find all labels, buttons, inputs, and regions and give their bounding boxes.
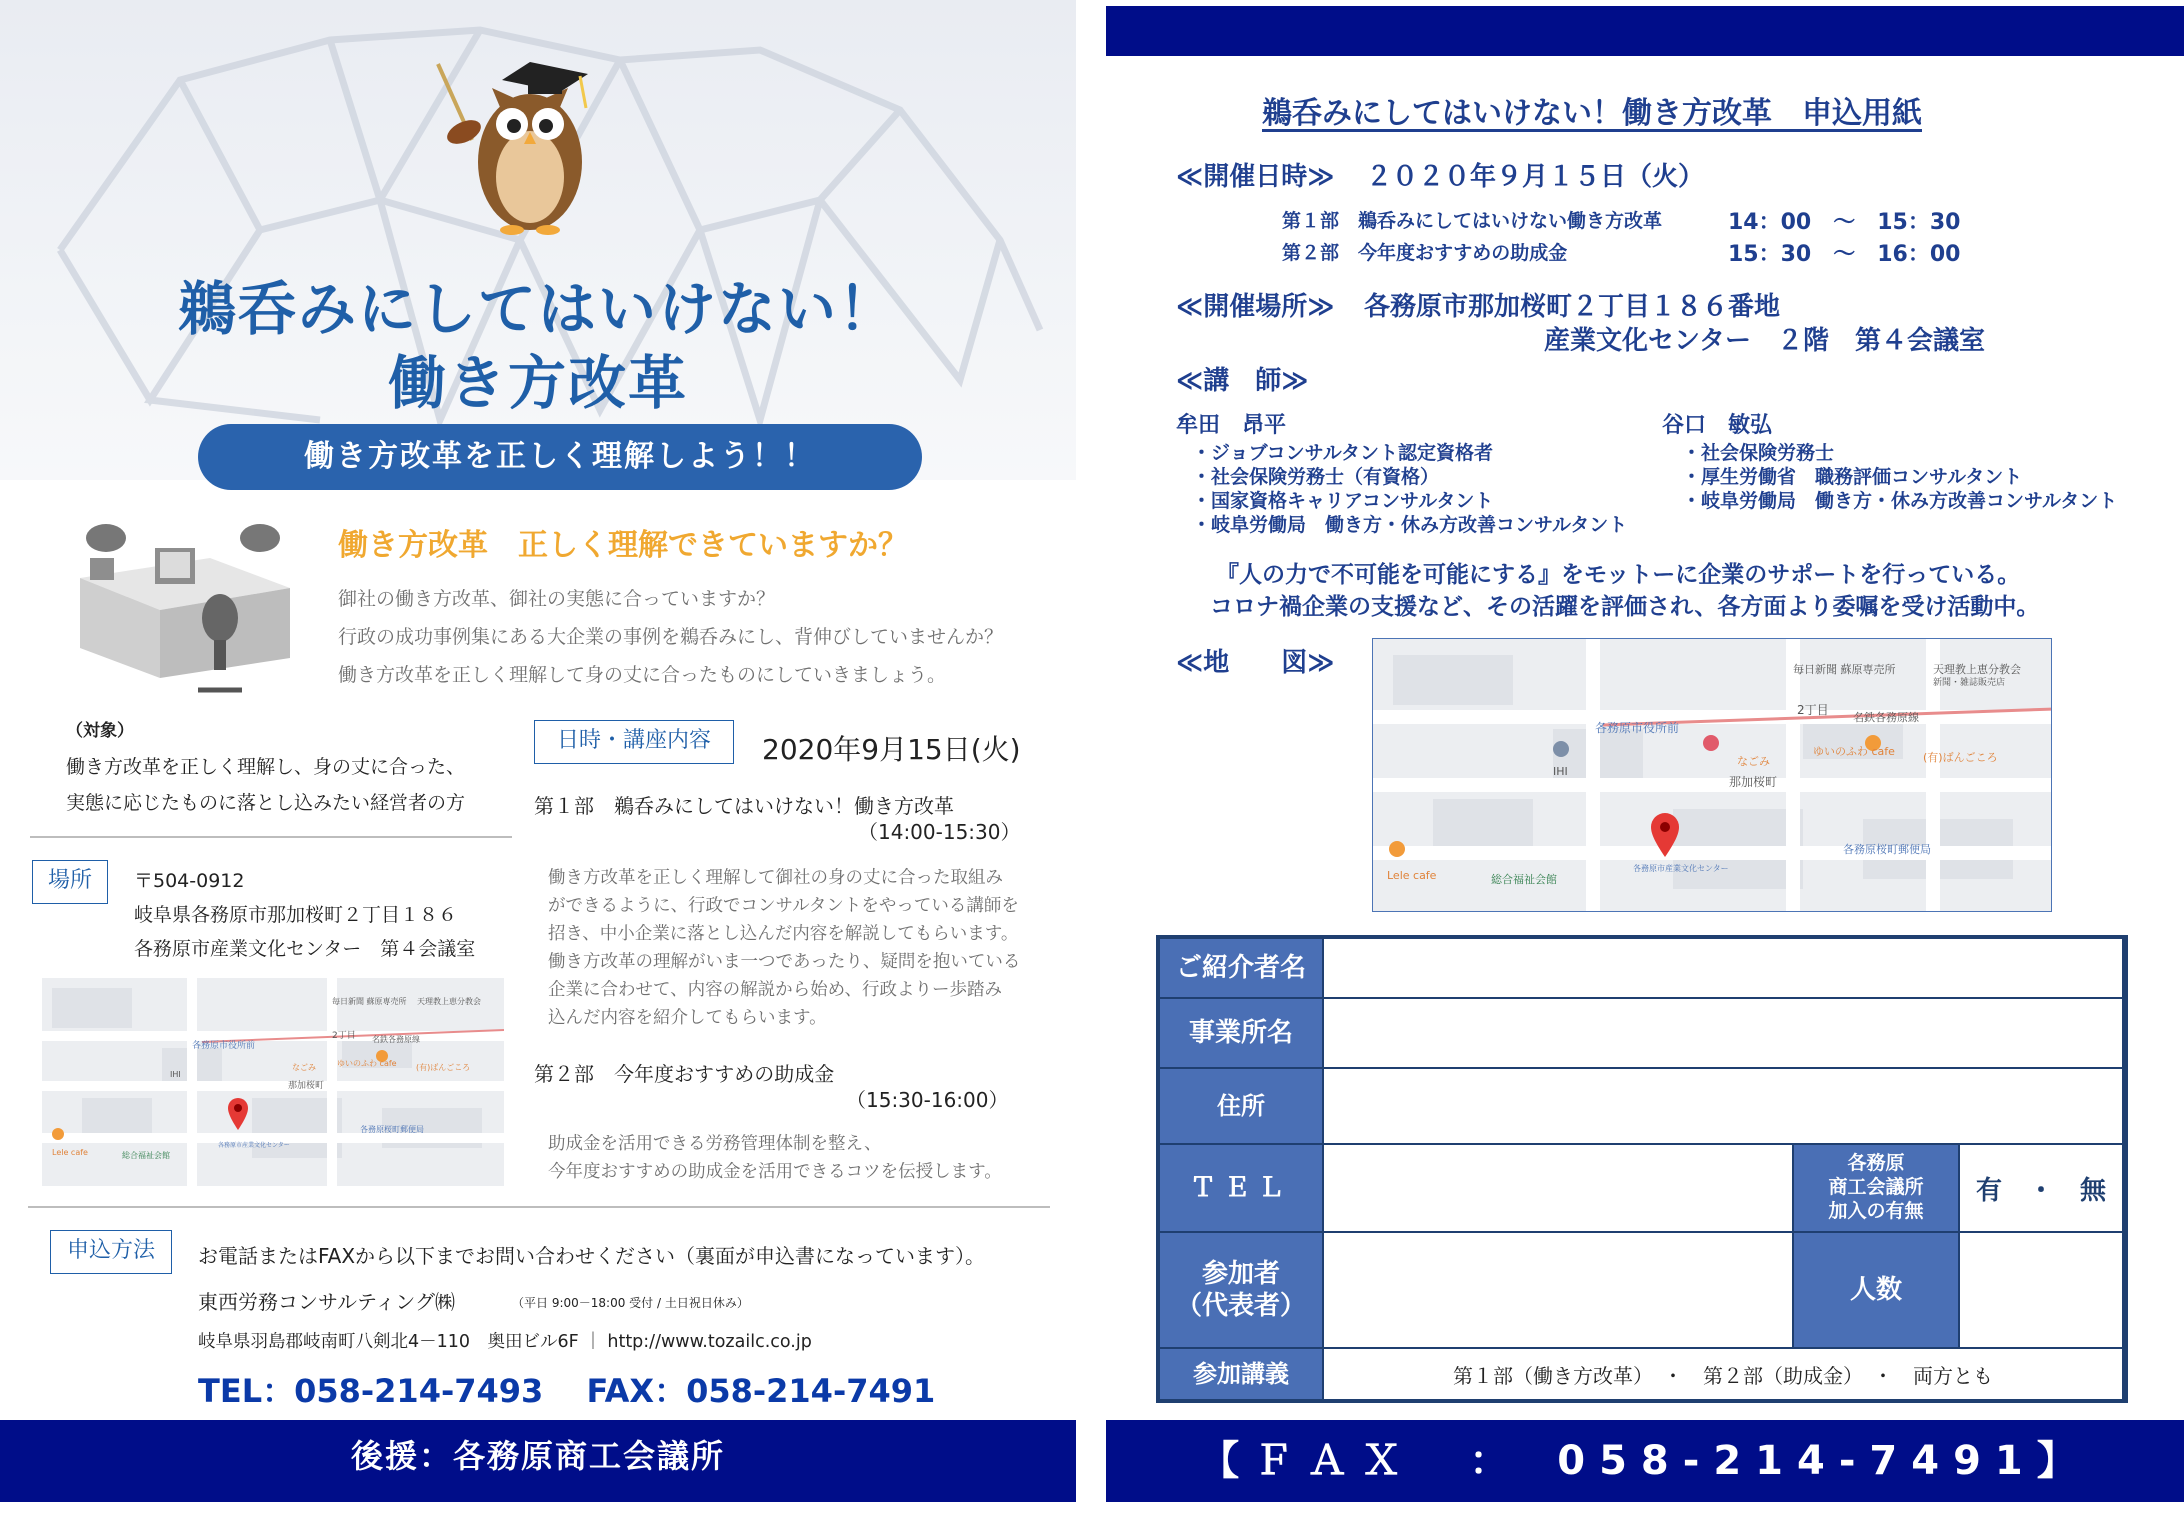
application-form-page — [1106, 0, 2184, 1519]
apply-text: お電話またはFAXから以下までお問い合わせください（裏面が申込書になっています）。 — [198, 1244, 986, 1268]
map-label-church-sub: 新聞・雑誌販売店 — [1933, 678, 2006, 688]
attendee-label-line: 参加者 — [1201, 1258, 1280, 1289]
part1-desc-line: 企業に合わせて、内容の解説から始め、行政よりー歩踏み — [548, 980, 1002, 1000]
part1-title: 第１部 鵜呑みにしてはいけない！働き方改革 — [534, 794, 954, 818]
lecturer2-item: ・社会保険労務士 — [1682, 442, 1835, 464]
count-label: 人数 — [1794, 1233, 1960, 1349]
map-label-post: 各務原桜町郵便局 — [1843, 843, 1931, 856]
part2-time: （15:30-16:00） — [846, 1088, 1009, 1112]
lecturer2-item: ・岐阜労働局 働き方・休み方改善コンサルタント — [1682, 490, 2118, 512]
membership-label-line: 各務原 — [1847, 1152, 1905, 1175]
form-title: 鵜呑みにしてはいけない！働き方改革 申込用紙 — [1262, 96, 1922, 131]
membership-label — [1794, 1145, 1960, 1233]
divider — [30, 836, 512, 838]
map-label-nakomi: なごみ — [292, 1063, 316, 1072]
map-label-welfare: 総合福祉会館 — [1491, 873, 1557, 886]
part2-desc-line: 今年度おすすめの助成金を活用できるコツを伝授します。 — [548, 1162, 1002, 1182]
motto-line2: コロナ禍企業の支援など、その活躍を評価され、各方面より委嘱を受け活動中。 — [1210, 594, 2040, 620]
map-label-chome: 2丁目 — [1797, 703, 1829, 717]
main-title-line1: 鵜呑みにしてはいけない！ — [177, 275, 898, 343]
map-roads — [42, 978, 504, 1186]
map-label-church: 天理教上恵分教会 — [417, 997, 481, 1006]
target-label: （対象） — [66, 721, 134, 741]
map-label-newspaper: 毎日新聞 蘇原専売所 — [1793, 663, 1896, 676]
map-label-ihi: IHI — [1553, 765, 1568, 778]
referrer-input[interactable] — [1324, 939, 2124, 999]
course-label: 参加講義 — [1160, 1349, 1324, 1399]
part2-title: 第２部 今年度おすすめの助成金 — [534, 1062, 835, 1086]
flyer-front — [0, 0, 1076, 1519]
map-label-center: 各務原市産業文化センター — [1633, 864, 1729, 873]
part1-desc-line: 込んだ内容を紹介してもらいます。 — [548, 1008, 827, 1028]
venue-map-large[interactable] — [1372, 638, 2052, 912]
tel-fax[interactable]: TEL：058-214-7493 FAX：058-214-7491 — [198, 1372, 936, 1410]
schedule-date: 2020年9月15日(火) — [762, 733, 1021, 766]
map-label-welfare: 総合福祉会館 — [122, 1151, 170, 1160]
part1-desc-line: 招き、中小企業に落とし込んだ内容を解説してもらいます。 — [548, 924, 1019, 944]
place-venue: 各務原市産業文化センター 第４会議室 — [134, 938, 476, 960]
office-desk-icon — [60, 518, 300, 708]
schedule-label: 日時・講座内容 — [534, 720, 734, 764]
map-label: ≪地 図≫ — [1176, 648, 1335, 678]
place-line1: 各務原市那加桜町２丁目１８６番地 — [1364, 292, 1781, 322]
part2-desc-line: 助成金を活用できる労務管理体制を整え、 — [548, 1134, 882, 1154]
membership-choice[interactable]: 有 ・ 無 — [1960, 1145, 2124, 1233]
place-line2: 産業文化センター ２階 第４会議室 — [1544, 326, 1985, 356]
owl-professor-icon — [420, 52, 620, 252]
map-label-nakasakura: 那加桜町 — [1729, 775, 1778, 789]
part1-name: 第１部 鵜呑みにしてはいけない働き方改革 — [1282, 210, 1663, 232]
part1-desc-line: 働き方改革を正しく理解して御社の身の丈に合った取組み — [548, 868, 1003, 888]
place-label: ≪開催場所≫ — [1176, 292, 1335, 322]
business-hours: （平日 9:00－18:00 受付 / 土日祝日休み） — [512, 1296, 749, 1310]
lecturer-label: ≪講 師≫ — [1176, 366, 1309, 396]
part1-time: 14：00 ～ 15：30 — [1728, 210, 1961, 235]
map-label-station: 各務原市役所前 — [1595, 721, 1680, 735]
map-label-line: 名鉄各務原線 — [1853, 711, 1919, 724]
lecturer1-item: ・社会保険労務士（有資格） — [1192, 466, 1440, 488]
intro-line: 御社の働き方改革、御社の実態に合っていますか？ — [338, 588, 776, 610]
map-label-yuinofuwa: ゆいのふわ cafe — [1813, 745, 1895, 758]
course-options[interactable]: 第１部（働き方改革） ・ 第２部（助成金） ・ 両方とも — [1324, 1349, 2124, 1399]
attendee-input[interactable] — [1324, 1233, 1794, 1349]
apply-label: 申込方法 — [50, 1230, 172, 1274]
motto-line1: 『人の力で不可能を可能にする』をモットーに企業のサポートを行っている。 — [1216, 562, 2021, 588]
count-input[interactable] — [1960, 1233, 2124, 1349]
place-label: 場所 — [32, 860, 108, 904]
map-label-bangokoro: (有)ばんごころ — [416, 1063, 471, 1072]
map-label-newspaper: 毎日新聞 蘇原専売所 — [332, 997, 407, 1006]
subtitle-banner: 働き方改革を正しく理解しよう！！ — [198, 424, 922, 490]
question-heading: 働き方改革 正しく理解できていますか？ — [338, 528, 908, 563]
attendee-label-line: （代表者） — [1175, 1291, 1306, 1321]
map-label-nakomi: なごみ — [1737, 755, 1770, 768]
tel-label: ＴＥＬ — [1160, 1145, 1324, 1233]
lecturer2-name: 谷口 敏弘 — [1662, 413, 1773, 438]
fax-banner: 【ＦＡＸ ： 058-214-7491】 — [1106, 1420, 2184, 1502]
membership-label-line: 商工会議所 — [1828, 1176, 1924, 1199]
lecturer1-name: 牟田 昂平 — [1176, 413, 1287, 438]
main-title-line2: 働き方改革 — [387, 349, 688, 417]
map-label-bangokoro: (有)ばんごころ — [1923, 751, 1998, 764]
intro-line: 行政の成功事例集にある大企業の事例を鵜呑みにし、背伸びしていませんか？ — [338, 626, 1004, 648]
map-label-post: 各務原桜町郵便局 — [360, 1125, 424, 1134]
part1-time: （14:00-15:30） — [858, 820, 1021, 844]
tel-input[interactable] — [1324, 1145, 1794, 1233]
date-label: ≪開催日時≫ — [1176, 162, 1335, 192]
map-label-yuinofuwa: ゆいのふわ cafe — [337, 1059, 397, 1068]
office-input[interactable] — [1324, 999, 2124, 1069]
map-label-line: 名鉄各務原線 — [372, 1035, 420, 1044]
part2-name: 第２部 今年度おすすめの助成金 — [1282, 242, 1568, 264]
part2-time: 15：30 ～ 16：00 — [1728, 242, 1961, 267]
lecturer1-item: ・国家資格キャリアコンサルタント — [1192, 490, 1494, 512]
intro-line: 働き方改革を正しく理解して身の丈に合ったものにしていきましょう。 — [338, 664, 947, 686]
lecturer2-item: ・厚生労働省 職務評価コンサルタント — [1682, 466, 2023, 488]
target-line: 働き方改革を正しく理解し、身の丈に合った、 — [66, 756, 466, 778]
target-line: 実態に応じたものに落とし込みたい経営者の方 — [66, 792, 466, 814]
map-label-chome: 2丁目 — [332, 1031, 356, 1041]
referrer-label: ご紹介者名 — [1160, 939, 1324, 999]
sponsor-banner: 後援：各務原商工会議所 — [0, 1420, 1076, 1502]
divider — [28, 1206, 1050, 1208]
attendee-label — [1160, 1233, 1324, 1349]
place-address: 岐阜県各務原市那加桜町２丁目１８６ — [134, 904, 458, 926]
map-label-station: 各務原市役所前 — [192, 1041, 256, 1051]
lecturer1-item: ・ジョブコンサルタント認定資格者 — [1192, 442, 1493, 464]
application-form — [1156, 935, 2128, 1403]
part1-desc-line: 働き方改革の理解がいま一つであったり、疑問を抱いている — [548, 952, 1021, 972]
map-label-church: 天理教上恵分教会 — [1933, 663, 2021, 676]
part1-desc-line: ができるように、行政でコンサルタントをやっている講師を — [548, 896, 1019, 916]
map-label-lele: Lele cafe — [52, 1148, 88, 1157]
membership-label-line: 加入の有無 — [1828, 1199, 1924, 1222]
map-label-nakasakura: 那加桜町 — [288, 1081, 325, 1091]
map-label-ihi: IHI — [170, 1070, 181, 1079]
lecturer1-item: ・岐阜労働局 働き方・休み方改善コンサルタント — [1192, 514, 1628, 536]
date-value: ２０２０年９月１５日（火） — [1366, 162, 1705, 192]
company-name: 東西労務コンサルティング㈱ — [198, 1290, 455, 1314]
address-input[interactable] — [1324, 1069, 2124, 1145]
company-address: 岐阜県羽島郡岐南町八剣北4－110 奥田ビル6F ｜ http://www.tozailc.co.jp — [198, 1332, 812, 1352]
top-bar — [1106, 6, 2184, 56]
place-zip: 〒504-0912 — [134, 870, 245, 892]
map-label-lele: Lele cafe — [1387, 869, 1437, 882]
venue-map-small[interactable] — [42, 978, 504, 1186]
office-label: 事業所名 — [1160, 999, 1324, 1069]
address-label: 住所 — [1160, 1069, 1324, 1145]
map-label-center: 各務原市産業文化センター — [218, 1142, 290, 1149]
